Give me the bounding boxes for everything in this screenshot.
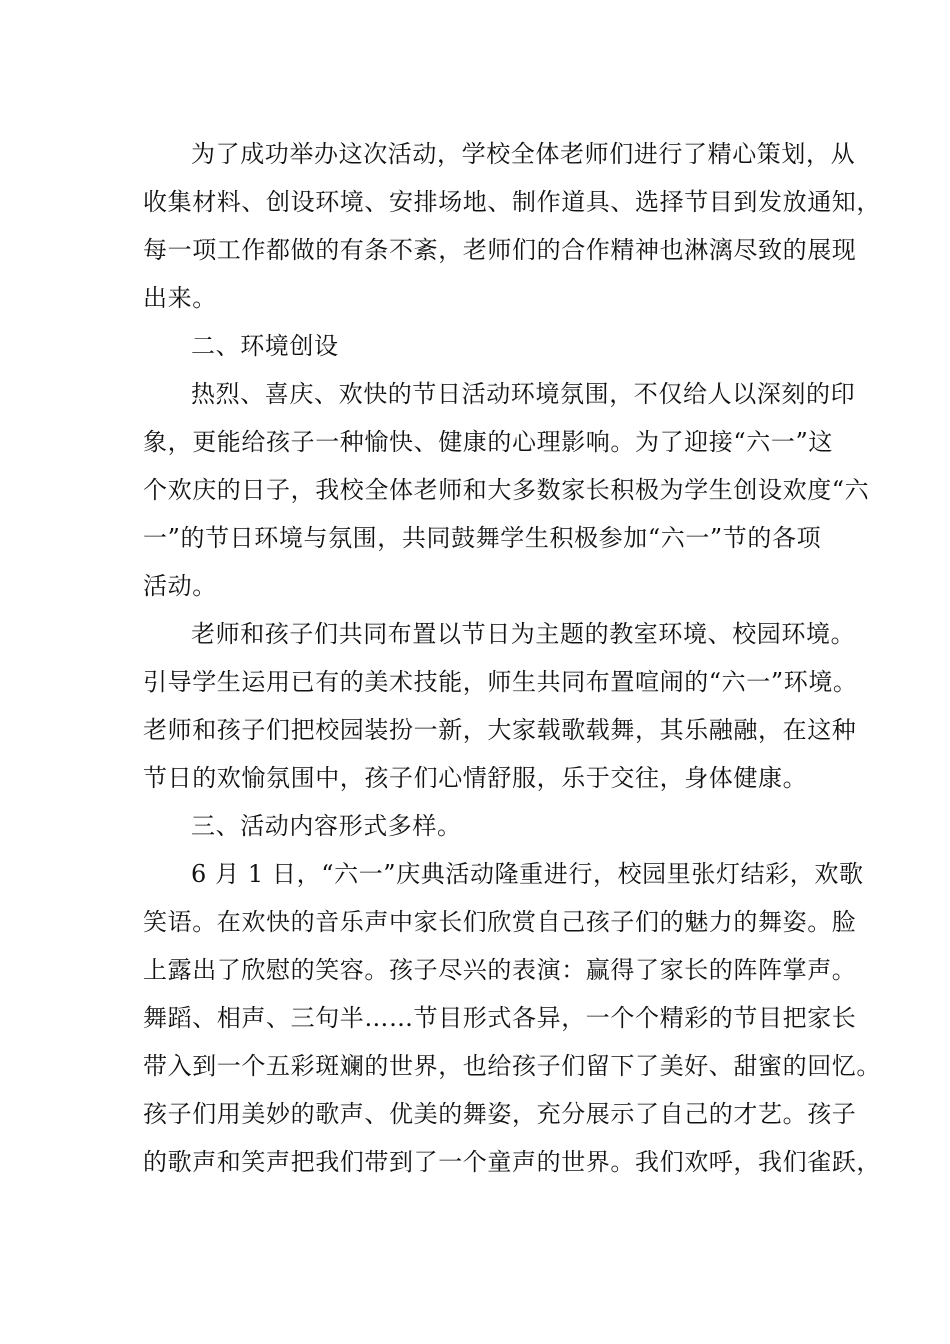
paragraph-line: 舞蹈、相声、三句半……节目形式各异，一个个精彩的节目把家长 <box>143 1004 857 1032</box>
paragraph-line: 笑语。在欢快的音乐声中家长们欣赏自己孩子们的魅力的舞姿。脸 <box>143 908 857 936</box>
paragraph-line: 每一项工作都做的有条不紊，老师们的合作精神也淋漓尽致的展现 <box>143 236 857 264</box>
paragraph-line: 的歌声和笑声把我们带到了一个童声的世界。我们欢呼，我们雀跃， <box>143 1148 881 1176</box>
paragraph-line: 老师和孩子们把校园装扮一新，大家载歌载舞，其乐融融，在这种 <box>143 716 857 744</box>
paragraph-line: 节日的欢愉氛围中，孩子们心情舒服，乐于交往，身体健康。 <box>143 764 808 792</box>
paragraph-line: 出来。 <box>143 284 217 312</box>
paragraph-line: 象，更能给孩子一种愉快、健康的心理影响。为了迎接“六一”这 <box>143 428 833 456</box>
section-heading: 二、环境创设 <box>191 332 339 360</box>
paragraph-line: 6 月 1 日，“六一”庆典活动隆重进行，校园里张灯结彩，欢歌 <box>191 860 864 888</box>
paragraph-line: 一”的节日环境与氛围，共同鼓舞学生积极参加“六一”节的各项 <box>143 524 822 552</box>
paragraph-line: 上露出了欣慰的笑容。孩子尽兴的表演：赢得了家长的阵阵掌声。 <box>143 956 857 984</box>
paragraph-line: 老师和孩子们共同布置以节日为主题的教室环境、校园环境。 <box>191 620 856 648</box>
paragraph-line: 带入到一个五彩斑斓的世界，也给孩子们留下了美好、甜蜜的回忆。 <box>143 1052 881 1080</box>
paragraph-line: 孩子们用美妙的歌声、优美的舞姿，充分展示了自己的才艺。孩子 <box>143 1100 857 1128</box>
paragraph-line: 为了成功举办这次活动，学校全体老师们进行了精心策划，从 <box>191 140 856 168</box>
paragraph-line: 活动。 <box>143 572 217 600</box>
paragraph-line: 收集材料、创设环境、安排场地、制作道具、选择节目到发放通知， <box>143 188 881 216</box>
paragraph-line: 热烈、喜庆、欢快的节日活动环境氛围，不仅给人以深刻的印 <box>191 380 856 408</box>
paragraph-line: 引导学生运用已有的美术技能，师生共同布置喧闹的“六一”环境。 <box>143 668 858 696</box>
paragraph-line: 个欢庆的日子，我校全体老师和大多数家长积极为学生创设欢度“六 <box>143 476 870 504</box>
section-heading: 三、活动内容形式多样。 <box>191 812 462 840</box>
document-body <box>143 130 881 1186</box>
